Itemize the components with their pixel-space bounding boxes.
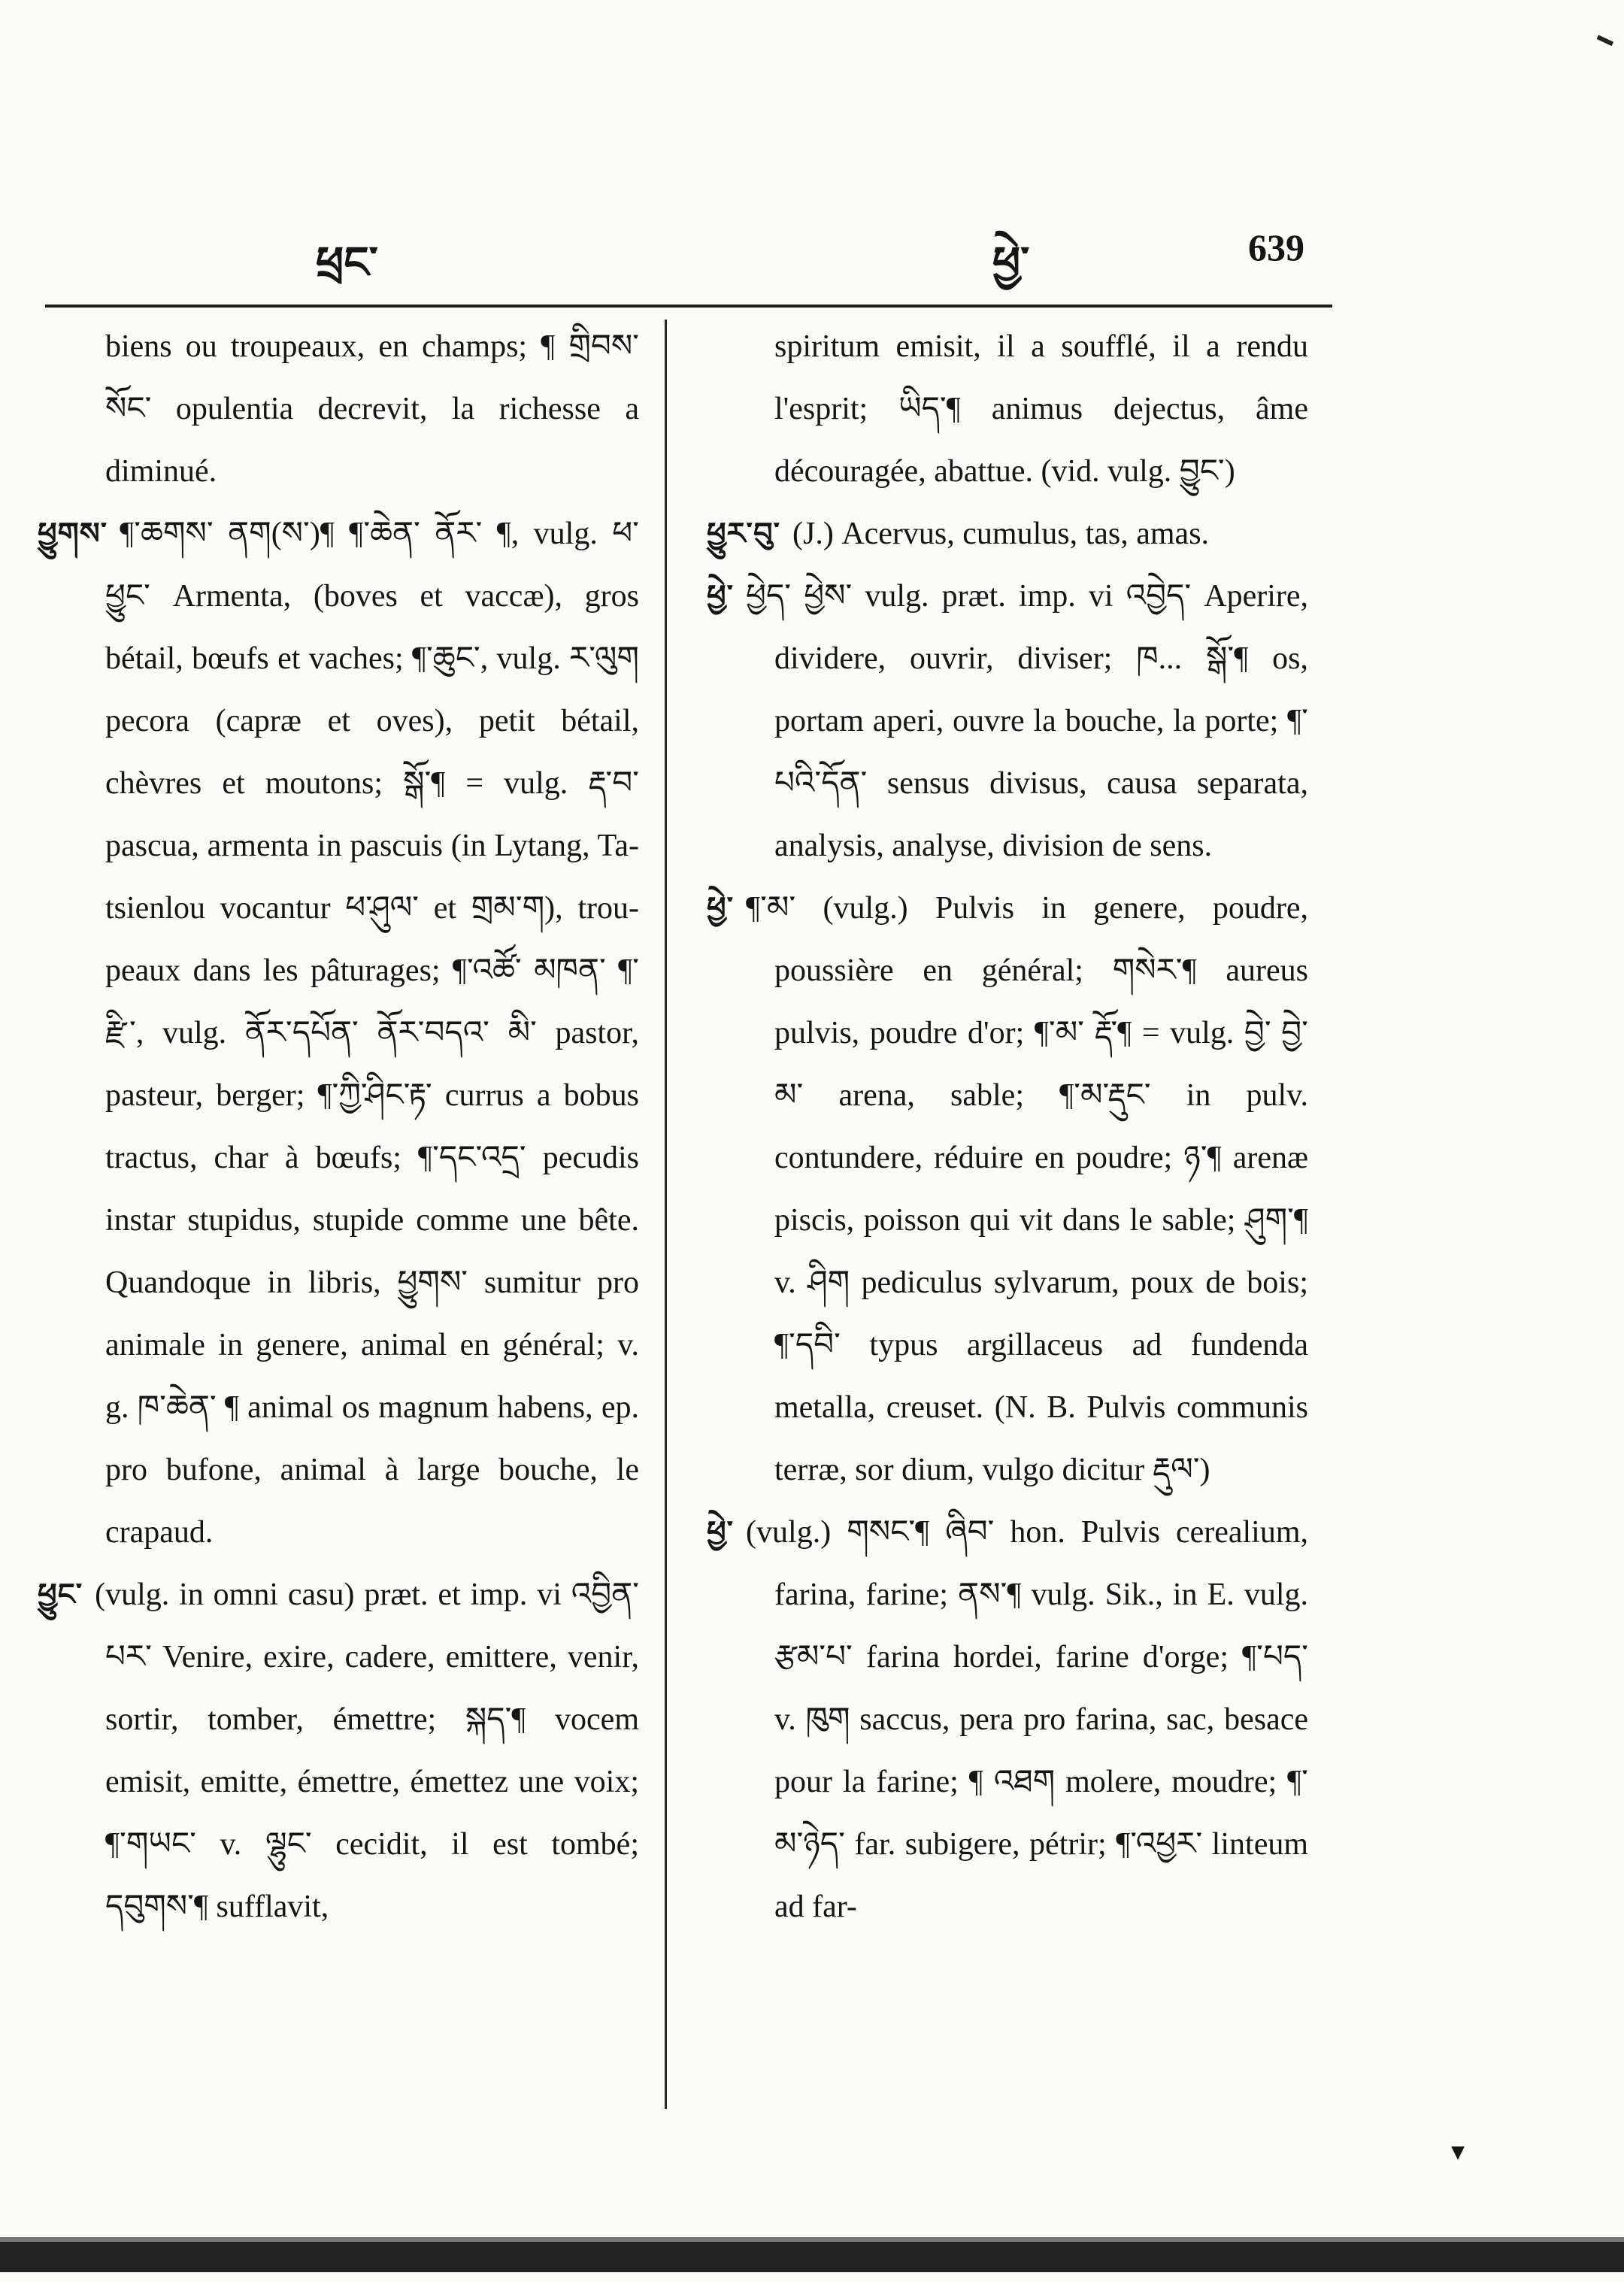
dictionary-entry xyxy=(707,877,1308,1502)
entry-text: (vulg. in omni casu) præt. et imp. vi འབྱིན་པར་ Venire, exire, cadere, emittere, venir, sortir, tomber, émettre; སྐད་¶ vocem emisit, emitte, émettre, émettez une voix; ¶་གཡང་ v. ལྷུང་ cecidit, il est tombé; དབུགས་¶ sufflavit, xyxy=(95,1577,639,1924)
entry-text: (vulg.) གསང་¶ ཞིབ་ hon. Pulvis cerealium, farina, farine; ནས་¶ vulg. Sik., in E. vulg. རྩམ་པ་ farina hordei, farine d'orge; ¶་པད་ v. ཁུག saccus, pera pro farina, sac, besace pour la farine; ¶ འཐག molere, moudre; ¶་མ་ཉེད་ far. subigere, pétrir; ¶་འཕྱར་ linteum ad far- xyxy=(746,1515,1308,1924)
corner-mark xyxy=(1591,35,1613,58)
entry-headword: ཕྱེ་ xyxy=(707,579,735,614)
entry-headword: ཕྱུར་བུ་ xyxy=(707,517,780,551)
column-divider xyxy=(665,320,667,2109)
right-column xyxy=(707,316,1308,1938)
dictionary-entry xyxy=(707,316,1308,503)
guide-word-right: ཕྱེ་ xyxy=(992,237,1030,288)
dictionary-entry xyxy=(38,1564,639,1938)
header-rule xyxy=(45,305,1332,308)
entry-headword: ཕྱེ་ xyxy=(707,891,735,926)
stray-print-mark: ▾ xyxy=(1451,2136,1465,2166)
dictionary-entry xyxy=(38,503,639,1564)
dictionary-entry xyxy=(707,1502,1308,1938)
dictionary-entry xyxy=(707,565,1308,877)
entry-text: ¶་མ་ (vulg.) Pulvis in genere, poudre, poussière en général; གསེར་¶ aureus pulvis, poudre d'or; ¶་མ་ རྡོ་¶ = vulg. བྱེ་ བྱེ་མ་ arena, sable; ¶་མ་རྡུང་ in pulv. contundere, réduire en poudre; ཉ་¶ arenæ piscis, poisson qui vit dans le sable; ཤུག་¶ v. ཤིག pediculus sylvarum, poux de bois; ¶་དབི་ typus argillaceus ad fundenda metalla, creuset. (N. B. Pulvis communis terræ, sor dium, vulgo dicitur རྡུལ་) xyxy=(746,891,1308,1487)
page-number: 639 xyxy=(1248,226,1304,268)
guide-word-left: ཕྲང་ xyxy=(316,237,378,288)
scan-edge-band xyxy=(0,2242,1624,2272)
entry-headword: ཕྱེ་ xyxy=(707,1515,735,1550)
entry-text: biens ou troupeaux, en champs; ¶ གྲིབས་སོང་ opulentia decrevit, la richesse a diminué. xyxy=(105,329,639,489)
entry-headword: ཕྱུང་ xyxy=(38,1577,83,1612)
dictionary-entry xyxy=(38,316,639,503)
entry-text: ཕྱེད་ ཕྱེས་ vulg. præt. imp. vi འབྱེད་ Aperire, dividere, ouvrir, diviser; ཁ... སྒོ་¶ os, portam aperi, ouvre la bouche, la porte; ¶་པའི་དོན་ sensus divisus, causa separata, analysis, analyse, division de sens. xyxy=(746,579,1308,863)
entry-text: (J.) Acervus, cumulus, tas, amas. xyxy=(792,517,1210,551)
entry-text: spiritum emisit, il a soufflé, il a rendu l'esprit; ཡིད་¶ animus dejectus, âme découragée, abattue. (vid. vulg. བྱུང་) xyxy=(774,329,1308,489)
left-column xyxy=(38,316,639,1938)
entry-headword: ཕྱུགས་ xyxy=(38,517,108,551)
entry-text: ¶་ཆགས་ ནག(ས་)¶ ¶་ཆེན་ ནོར་ ¶, vulg. ཕ་ཕྱུང་ Armenta, (boves et vaccæ), gros bétail, bœufs et vaches; ¶་ཆུང་, vulg. ར་ལུག pecora (capræ et oves), petit bétail, chèvres et moutons; སྒོ་¶ = vulg. རྡ་བ་ pascua, armenta in pascuis (in Lytang, Ta-tsienlou vocantur ཕ་ཤུལ་ et གྲམ་ག), troupeaux dans les pâturages; ¶་འཚོ་ མཁན་ ¶་རྫི་, vulg. ནོར་དཔོན་ ནོར་བདའ་ མི་ pastor, pasteur, berger; ¶་ཀྱི་ཤིང་རྟ་ currus a bobus tractus, char à bœufs; ¶་དང་འདྲ་ pecudis instar stupidus, stupide comme une bête. Quandoque in libris, ཕྱུགས་ sumitur pro animale in genere, animal en général; v. g. ཁ་ཆེན་ ¶ animal os magnum habens, ep. pro bufone, animal à large bouche, le crapaud. xyxy=(105,517,639,1550)
dictionary-entry xyxy=(707,503,1308,565)
